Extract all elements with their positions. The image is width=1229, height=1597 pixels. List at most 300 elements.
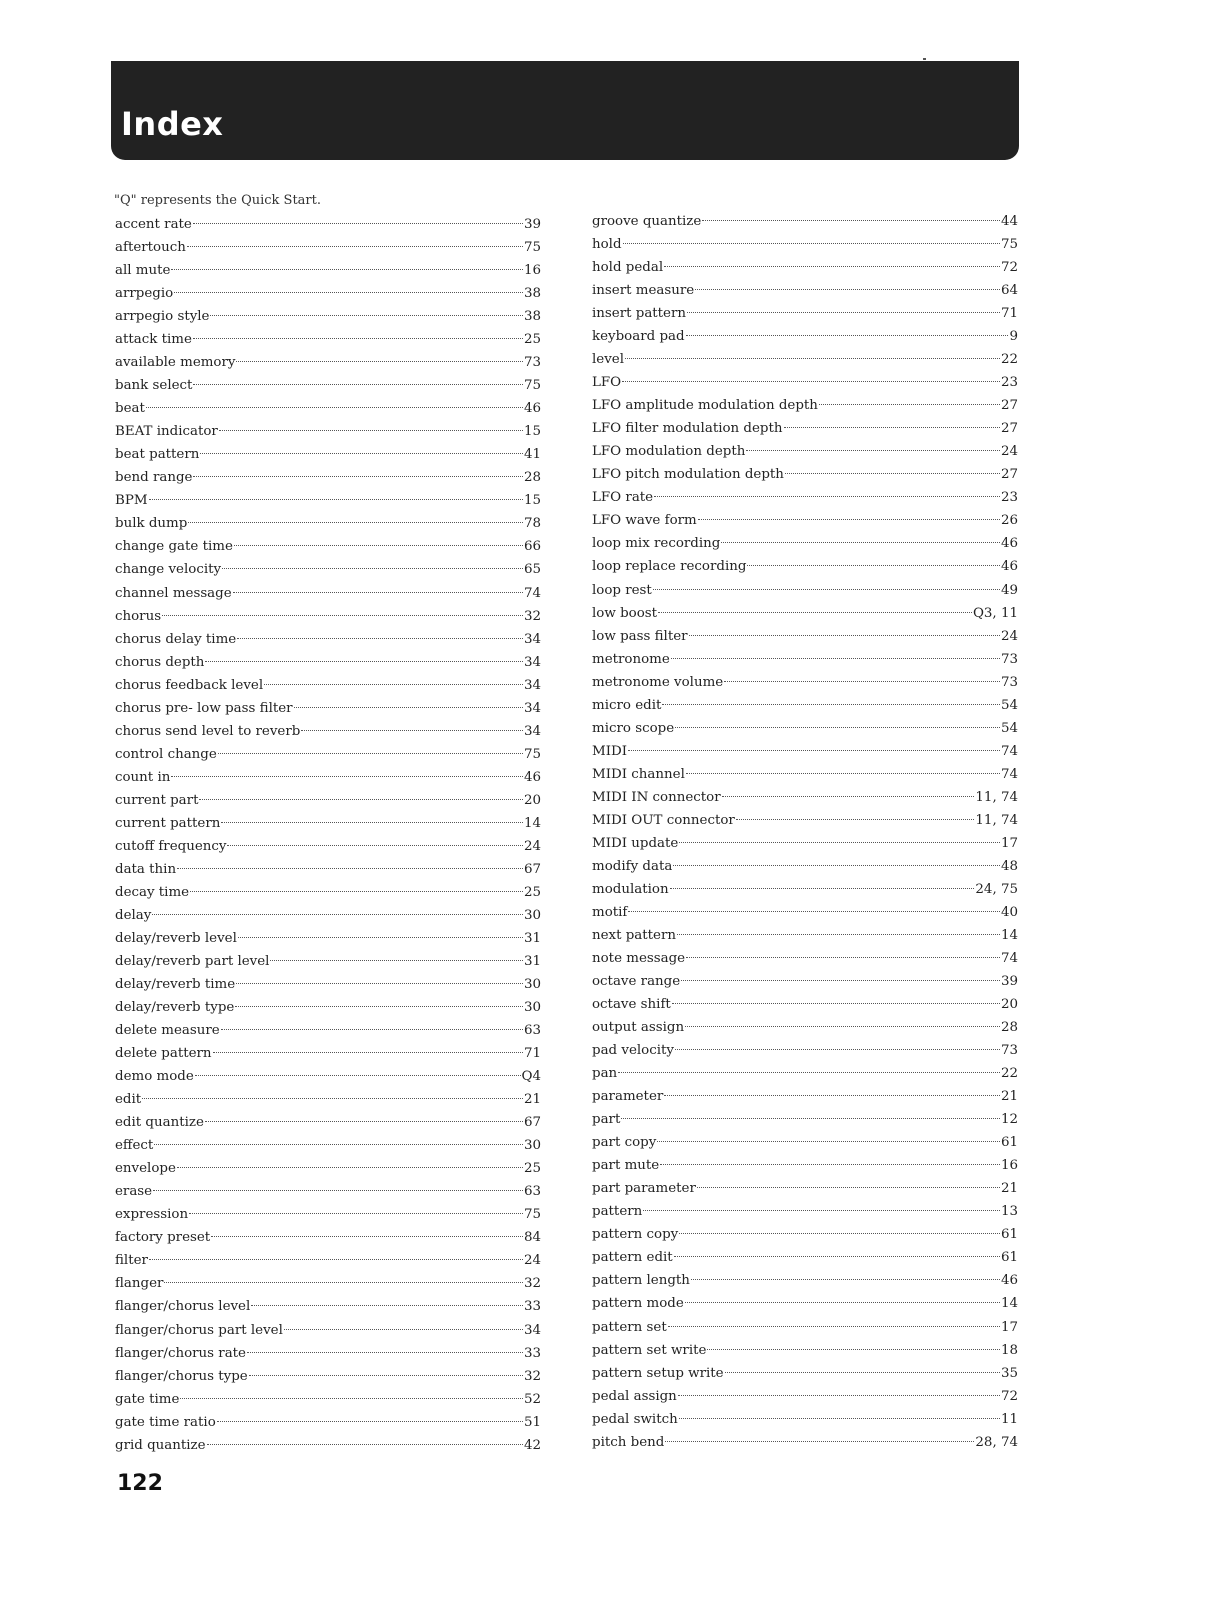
index-term: pedal switch xyxy=(592,1411,678,1427)
dot-leader xyxy=(618,1072,1000,1073)
dot-leader xyxy=(695,289,1000,290)
index-term: pad velocity xyxy=(592,1043,674,1059)
index-entry xyxy=(115,466,541,489)
index-term: output assign xyxy=(592,1020,685,1036)
dot-leader xyxy=(664,266,1000,267)
index-page-ref: 28, 74 xyxy=(975,1434,1018,1450)
dot-leader xyxy=(211,1236,523,1237)
index-entry xyxy=(115,1065,541,1088)
dot-leader xyxy=(672,1003,1000,1004)
dot-leader xyxy=(233,592,523,593)
index-term: current pattern xyxy=(115,815,221,831)
dot-leader xyxy=(180,1398,523,1399)
index-page-ref: 17 xyxy=(1000,835,1018,851)
index-term: change gate time xyxy=(115,539,233,555)
index-page-ref: 72 xyxy=(1000,260,1018,276)
dot-leader xyxy=(785,473,1000,474)
index-page-ref: 34 xyxy=(523,654,541,670)
index-term: LFO xyxy=(592,375,622,391)
index-entry xyxy=(592,648,1018,671)
index-term: LFO modulation depth xyxy=(592,444,746,460)
dot-leader xyxy=(238,937,523,938)
dot-leader xyxy=(217,1421,523,1422)
index-term: all mute xyxy=(115,263,171,279)
index-entry xyxy=(592,256,1018,279)
index-page-ref: 51 xyxy=(523,1414,541,1430)
index-page-ref: 46 xyxy=(523,401,541,417)
index-term: BEAT indicator xyxy=(115,424,218,440)
dot-leader xyxy=(219,430,523,431)
index-header-bar xyxy=(111,61,1019,160)
index-term: part parameter xyxy=(592,1181,696,1197)
index-entry xyxy=(592,602,1018,625)
index-entry xyxy=(115,674,541,697)
index-term: chorus send level to reverb xyxy=(115,723,301,739)
index-entry xyxy=(592,625,1018,648)
index-term: pattern mode xyxy=(592,1296,684,1312)
index-entry xyxy=(115,351,541,374)
index-term: modify data xyxy=(592,858,673,874)
index-page-ref: 15 xyxy=(523,424,541,440)
index-page-ref: 67 xyxy=(523,1115,541,1131)
index-term: delete pattern xyxy=(115,1046,212,1062)
index-term: cutoff frequency xyxy=(115,838,227,854)
index-entry xyxy=(592,1316,1018,1339)
index-entry xyxy=(115,881,541,904)
index-term: aftertouch xyxy=(115,240,186,256)
index-page-ref: 34 xyxy=(523,1322,541,1338)
dot-leader xyxy=(235,1006,523,1007)
index-page-ref: 21 xyxy=(523,1092,541,1108)
index-page-ref: 22 xyxy=(1000,352,1018,368)
index-term: flanger/chorus part level xyxy=(115,1322,283,1338)
index-page-ref: 73 xyxy=(1000,651,1018,667)
index-term: gate time xyxy=(115,1391,180,1407)
index-term: chorus pre- low pass filter xyxy=(115,700,293,716)
dot-leader xyxy=(621,1118,1000,1119)
index-entry xyxy=(115,1180,541,1203)
index-page-ref: 30 xyxy=(523,907,541,923)
index-term: pitch bend xyxy=(592,1434,665,1450)
index-entry xyxy=(115,1019,541,1042)
dot-leader xyxy=(664,1095,1000,1096)
index-term: LFO pitch modulation depth xyxy=(592,467,784,483)
dot-leader xyxy=(222,568,523,569)
index-entry xyxy=(115,443,541,466)
index-entry xyxy=(115,1042,541,1065)
dot-leader xyxy=(679,1418,1000,1419)
dot-leader xyxy=(662,704,1000,705)
index-page-ref: 71 xyxy=(523,1046,541,1062)
index-page-ref: 24 xyxy=(523,838,541,854)
dot-leader xyxy=(721,542,1000,543)
index-term: groove quantize xyxy=(592,214,702,229)
index-term: edit quantize xyxy=(115,1115,204,1131)
index-term: demo mode xyxy=(115,1069,194,1085)
index-entry xyxy=(592,579,1018,602)
dot-leader xyxy=(675,1049,1000,1050)
index-term: beat pattern xyxy=(115,447,200,463)
index-page-ref: 23 xyxy=(1000,375,1018,391)
index-page-ref: 20 xyxy=(1000,997,1018,1013)
index-term: keyboard pad xyxy=(592,329,685,345)
index-term: erase xyxy=(115,1184,153,1200)
index-term: hold pedal xyxy=(592,260,664,276)
index-entry xyxy=(115,1226,541,1249)
index-entry xyxy=(115,1111,541,1134)
dot-leader xyxy=(675,727,1000,728)
index-term: octave range xyxy=(592,974,681,990)
index-term: hold xyxy=(592,237,622,253)
dot-leader xyxy=(195,1075,521,1076)
index-page-ref: 24 xyxy=(1000,628,1018,644)
index-page-ref: 28 xyxy=(523,470,541,486)
index-term: pattern copy xyxy=(592,1227,679,1243)
index-page-ref: 35 xyxy=(1000,1365,1018,1381)
dot-leader xyxy=(171,776,523,777)
index-page-ref: 64 xyxy=(1000,283,1018,299)
dot-leader xyxy=(819,404,1000,405)
dot-leader xyxy=(707,1349,1000,1350)
dot-leader xyxy=(234,545,523,546)
index-page-ref: 74 xyxy=(1000,766,1018,782)
dot-leader xyxy=(247,1352,523,1353)
index-page-ref: 24 xyxy=(523,1253,541,1269)
index-entry xyxy=(592,740,1018,763)
index-term: MIDI channel xyxy=(592,766,685,782)
index-page-ref: 67 xyxy=(523,861,541,877)
index-column-left xyxy=(115,213,541,1457)
index-page-ref: 15 xyxy=(523,493,541,509)
index-page-ref: 75 xyxy=(1000,237,1018,253)
index-entry xyxy=(592,417,1018,440)
index-entry xyxy=(592,1339,1018,1362)
index-page-ref: 38 xyxy=(523,309,541,325)
index-page-ref: 63 xyxy=(523,1023,541,1039)
index-page-ref: 20 xyxy=(523,792,541,808)
index-entry xyxy=(592,1108,1018,1131)
dot-leader xyxy=(660,1164,1000,1165)
index-page-ref: 34 xyxy=(523,700,541,716)
index-term: low boost xyxy=(592,605,658,621)
index-page-ref: 14 xyxy=(1000,1296,1018,1312)
index-page-ref: 18 xyxy=(1000,1342,1018,1358)
index-entry xyxy=(115,973,541,996)
dot-leader xyxy=(270,960,522,961)
index-page-ref: 75 xyxy=(523,746,541,762)
index-entry xyxy=(115,1342,541,1365)
index-entry xyxy=(115,512,541,535)
index-term: insert pattern xyxy=(592,306,687,322)
index-page-ref: 30 xyxy=(523,1138,541,1154)
intro-note: "Q" represents the Quick Start. xyxy=(114,193,322,208)
index-entry xyxy=(115,1411,541,1434)
index-term: metronome volume xyxy=(592,674,724,690)
index-entry xyxy=(115,1134,541,1157)
index-term: pattern set write xyxy=(592,1342,707,1358)
dot-leader xyxy=(686,957,1000,958)
index-entry xyxy=(592,786,1018,809)
index-term: pattern edit xyxy=(592,1250,673,1266)
dot-leader xyxy=(674,1256,1000,1257)
index-entry xyxy=(115,1272,541,1295)
dot-leader xyxy=(264,684,523,685)
dot-leader xyxy=(653,589,1000,590)
dot-leader xyxy=(193,384,523,385)
index-entry xyxy=(115,651,541,674)
index-entry xyxy=(592,302,1018,325)
index-entry xyxy=(115,420,541,443)
index-page-ref: 73 xyxy=(1000,1043,1018,1059)
index-term: grid quantize xyxy=(115,1437,206,1453)
index-page-ref: 30 xyxy=(523,977,541,993)
index-term: flanger/chorus level xyxy=(115,1299,251,1315)
dot-leader xyxy=(236,361,522,362)
index-page-ref: 84 xyxy=(523,1230,541,1246)
index-entry xyxy=(115,720,541,743)
index-entry xyxy=(115,605,541,628)
index-entry xyxy=(115,743,541,766)
index-entry xyxy=(592,1362,1018,1385)
dot-leader xyxy=(251,1305,523,1306)
index-page-ref: 73 xyxy=(1000,674,1018,690)
dot-leader xyxy=(177,868,523,869)
index-entry xyxy=(592,1223,1018,1246)
index-term: bulk dump xyxy=(115,516,188,532)
index-entry xyxy=(592,1269,1018,1292)
index-term: delete measure xyxy=(115,1023,220,1039)
index-entry xyxy=(592,279,1018,302)
index-page-ref: 9 xyxy=(1009,329,1018,345)
index-page-ref: 11, 74 xyxy=(975,789,1018,805)
index-page-ref: Q3, 11 xyxy=(972,605,1018,621)
dot-leader xyxy=(657,1141,1000,1142)
dot-leader xyxy=(679,842,1000,843)
dot-leader xyxy=(702,220,1000,221)
index-page-ref: 63 xyxy=(523,1184,541,1200)
index-term: parameter xyxy=(592,1089,664,1105)
index-term: BPM xyxy=(115,493,148,509)
index-entry xyxy=(115,697,541,720)
index-entry xyxy=(592,555,1018,578)
index-entry xyxy=(115,489,541,512)
index-entry xyxy=(592,694,1018,717)
dot-leader xyxy=(736,819,975,820)
index-page-ref: 27 xyxy=(1000,467,1018,483)
index-page-ref: 75 xyxy=(523,240,541,256)
dot-leader xyxy=(187,246,523,247)
dot-leader xyxy=(677,934,1000,935)
index-entry xyxy=(592,348,1018,371)
index-term: chorus depth xyxy=(115,654,205,670)
index-page-ref: 61 xyxy=(1000,1227,1018,1243)
dot-leader xyxy=(689,635,1000,636)
dot-leader xyxy=(687,312,1000,313)
index-entry xyxy=(115,305,541,328)
index-page-ref: 28 xyxy=(1000,1020,1018,1036)
index-entry xyxy=(115,558,541,581)
index-term: next pattern xyxy=(592,927,677,943)
index-entry xyxy=(592,717,1018,740)
dot-leader xyxy=(654,496,1000,497)
dot-leader xyxy=(205,661,523,662)
index-entry xyxy=(592,1154,1018,1177)
index-term: envelope xyxy=(115,1161,176,1177)
dot-leader xyxy=(177,1167,523,1168)
dot-leader xyxy=(678,1395,1000,1396)
index-page-ref: 33 xyxy=(523,1345,541,1361)
dot-leader xyxy=(213,1052,523,1053)
index-entry xyxy=(115,1088,541,1111)
dot-leader xyxy=(301,730,523,731)
index-term: part mute xyxy=(592,1158,660,1174)
dot-leader xyxy=(153,1190,523,1191)
index-term: delay/reverb time xyxy=(115,977,236,993)
index-entry xyxy=(592,901,1018,924)
index-entry xyxy=(592,878,1018,901)
index-page-ref: 74 xyxy=(1000,951,1018,966)
page-title: Index xyxy=(121,105,224,143)
dot-leader xyxy=(227,845,523,846)
index-term: part xyxy=(592,1112,621,1128)
dot-leader xyxy=(149,499,523,500)
dot-leader xyxy=(249,1375,523,1376)
index-page-ref: 25 xyxy=(523,332,541,348)
index-term: delay/reverb level xyxy=(115,930,237,946)
index-entry xyxy=(592,1062,1018,1085)
index-entry xyxy=(115,1319,541,1342)
index-term: pattern length xyxy=(592,1273,690,1289)
index-entry xyxy=(115,812,541,835)
index-entry xyxy=(115,950,541,973)
index-term: change velocity xyxy=(115,562,222,578)
dot-leader xyxy=(142,1098,523,1099)
dot-leader xyxy=(162,615,523,616)
index-page-ref: 54 xyxy=(1000,720,1018,736)
index-term: flanger xyxy=(115,1276,164,1292)
dot-leader xyxy=(207,1444,523,1445)
index-page-ref: 24 xyxy=(1000,444,1018,460)
index-term: decay time xyxy=(115,884,190,900)
index-page-ref: 66 xyxy=(523,539,541,555)
dot-leader xyxy=(686,335,1009,336)
index-entry xyxy=(115,259,541,282)
dot-leader xyxy=(188,522,523,523)
index-entry xyxy=(115,397,541,420)
dot-leader xyxy=(174,292,523,293)
dot-leader xyxy=(149,1259,523,1260)
index-page-ref: 33 xyxy=(523,1299,541,1315)
index-term: bend range xyxy=(115,470,193,486)
index-term: micro edit xyxy=(592,697,662,713)
index-term: pattern xyxy=(592,1204,643,1220)
dot-leader xyxy=(205,1121,523,1122)
dot-leader xyxy=(622,381,1000,382)
dot-leader xyxy=(725,1372,1000,1373)
dot-leader xyxy=(679,1233,1000,1234)
index-page-ref: 25 xyxy=(523,1161,541,1177)
index-page-ref: 44 xyxy=(1000,214,1018,229)
index-term: MIDI xyxy=(592,743,628,759)
index-entry xyxy=(115,835,541,858)
index-entry xyxy=(115,1434,541,1457)
index-entry xyxy=(115,996,541,1019)
index-entry xyxy=(592,210,1018,233)
index-entry xyxy=(115,328,541,351)
index-page-ref: 74 xyxy=(523,585,541,601)
index-entry xyxy=(592,1131,1018,1154)
dot-leader xyxy=(722,796,975,797)
index-term: MIDI OUT connector xyxy=(592,812,735,828)
dot-leader xyxy=(685,1302,1000,1303)
index-entry xyxy=(115,789,541,812)
dot-leader xyxy=(691,1279,1000,1280)
index-entry xyxy=(592,463,1018,486)
dot-leader xyxy=(193,223,523,224)
index-term: low pass filter xyxy=(592,628,688,644)
dot-leader xyxy=(784,427,1000,428)
index-page-ref: 34 xyxy=(523,723,541,739)
index-page-ref: 34 xyxy=(523,631,541,647)
dot-leader xyxy=(154,1144,523,1145)
index-page-ref: 24, 75 xyxy=(975,881,1018,897)
index-term: delay/reverb part level xyxy=(115,954,270,969)
index-page-ref: 31 xyxy=(523,954,541,969)
index-entry xyxy=(115,1295,541,1318)
index-page-ref: 16 xyxy=(1000,1158,1018,1174)
index-page-ref: 32 xyxy=(523,1368,541,1384)
index-entry xyxy=(115,374,541,397)
index-entry xyxy=(592,1016,1018,1039)
index-page-ref: 39 xyxy=(523,217,541,232)
index-page-ref: 40 xyxy=(1000,904,1018,920)
index-entry xyxy=(592,371,1018,394)
index-page-ref: 49 xyxy=(1000,582,1018,598)
index-term: factory preset xyxy=(115,1230,211,1246)
index-page-ref: 46 xyxy=(523,769,541,785)
index-page-ref: 23 xyxy=(1000,490,1018,506)
index-entry xyxy=(115,535,541,558)
index-term: arrpegio xyxy=(115,286,174,302)
index-term: delay xyxy=(115,907,152,923)
index-term: data thin xyxy=(115,861,177,877)
index-term: control change xyxy=(115,746,217,762)
index-entry xyxy=(592,1385,1018,1408)
dot-leader xyxy=(673,865,1000,866)
index-term: loop replace recording xyxy=(592,559,747,575)
index-term: LFO wave form xyxy=(592,513,697,529)
index-term: current part xyxy=(115,792,199,808)
index-entry xyxy=(592,233,1018,256)
dot-leader xyxy=(221,822,523,823)
dot-leader xyxy=(747,565,1000,566)
index-term: arrpegio style xyxy=(115,309,210,325)
index-entry xyxy=(592,832,1018,855)
dot-leader xyxy=(236,983,523,984)
index-entry xyxy=(592,394,1018,417)
index-term: beat xyxy=(115,401,145,417)
index-page-ref: 74 xyxy=(1000,743,1018,759)
index-entry xyxy=(592,1408,1018,1431)
index-page-ref: 75 xyxy=(523,378,541,394)
index-term: flanger/chorus rate xyxy=(115,1345,246,1361)
index-term: accent rate xyxy=(115,217,192,232)
index-term: insert measure xyxy=(592,283,695,299)
index-page-ref: 41 xyxy=(523,447,541,463)
index-term: loop rest xyxy=(592,582,652,598)
dot-leader xyxy=(218,753,523,754)
index-page-ref: 11 xyxy=(1000,1411,1018,1427)
